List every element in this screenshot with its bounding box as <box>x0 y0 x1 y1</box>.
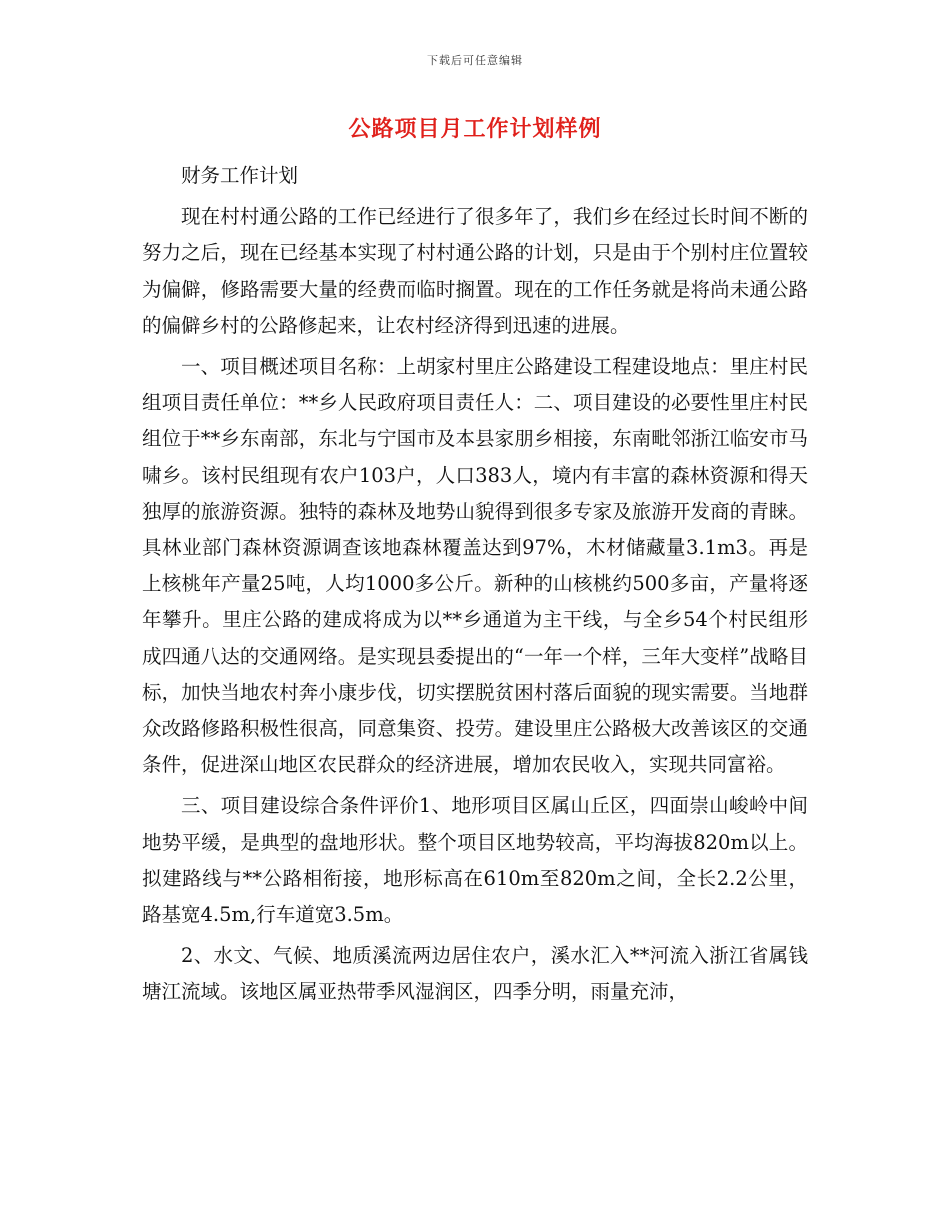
paragraph-conditions: 三、项目建设综合条件评价1、地形项目区属山丘区，四面崇山峻岭中间地势平缓，是典型的盘地形状。整个项目区地势较高，平均海拔820m以上。拟建路线与**公路相衔接，地形标高在610m至820m之间，全长2.2公里，路基宽4.5m,行车道宽3.5m。 <box>142 794 808 927</box>
document-body <box>142 158 808 1016</box>
header-note: 下载后可任意编辑 <box>427 54 523 67</box>
paragraph-overview: 一、项目概述项目名称：上胡家村里庄公路建设工程建设地点：里庄村民组项目责任单位：**乡人民政府项目责任人：二、项目建设的必要性里庄村民组位于**乡东南部，东北与宁国市及本县家朋乡相接，东南毗邻浙江临安市马啸乡。该村民组现有农户103户，人口383人，境内有丰富的森林资源和得天独厚的旅游资源。独特的森林及地势山貌得到很多专家及旅游开发商的青睐。具林业部门森林资源调查该地森林覆盖达到97%，木材储藏量3.1m3。再是上核桃年产量25吨，人均1000多公斤。新种的山核桃约500多亩，产量将逐年攀升。里庄公路的建成将成为以**乡通道为主干线，与全乡54个村民组形成四通八达的交通网络。是实现县委提出的“一年一个样，三年大变样”战略目标，加快当地农村奔小康步伐，切实摆脱贫困村落后面貌的现实需要。当地群众改路修路积极性很高，同意集资、投劳。建设里庄公路极大改善该区的交通条件，促进深山地区农民群众的经济进展，增加农民收入，实现共同富裕。 <box>142 355 808 777</box>
paragraph-subtitle: 财务工作计划 <box>181 164 299 187</box>
paragraph-hydrology: 2、水文、气候、地质溪流两边居住农户，溪水汇入**河流入浙江省属钱塘江流域。该地区属亚热带季风湿润区，四季分明，雨量充沛， <box>142 944 808 1004</box>
paragraph-intro: 现在村村通公路的工作已经进行了很多年了，我们乡在经过长时间不断的努力之后，现在已经基本实现了村村通公路的计划，只是由于个别村庄位置较为偏僻，修路需要大量的经费而临时搁置。现在的工作任务就是将尚未通公路的偏僻乡村的公路修起来，让农村经济得到迅速的进展。 <box>142 205 808 337</box>
document-title: 公路项目月工作计划样例 <box>348 117 602 142</box>
